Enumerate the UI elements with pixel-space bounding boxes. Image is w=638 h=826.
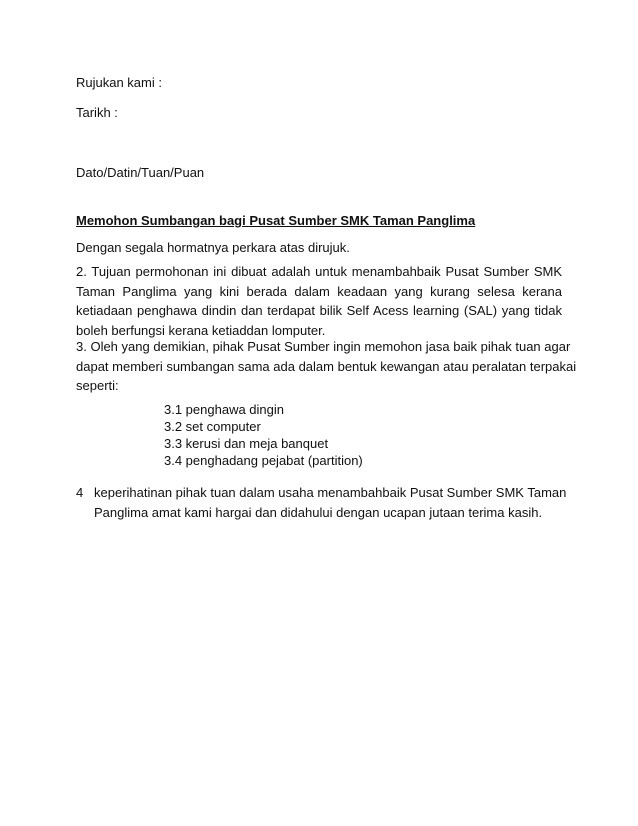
paragraph-2-line: 2. Tujuan permohonan ini dibuat adalah untuk menambahbaik Pusat Sumber SMK (76, 264, 562, 279)
list-item: 3.4 penghadang pejabat (partition) (164, 453, 363, 468)
reference-line: Rujukan kami : (76, 75, 162, 90)
paragraph-2-line: ketiadaan penghawa dindin dan terdapat bilik Self Acess learning (SAL) yang tidak (76, 303, 562, 318)
paragraph-4-number: 4 (76, 485, 84, 500)
paragraph-3-line: dapat memberi sumbangan sama ada dalam bentuk kewangan atau peralatan terpakai (76, 358, 577, 374)
list-item: 3.2 set computer (164, 419, 261, 434)
paragraph-4-line: keperihatinan pihak tuan dalam usaha menambahbaik Pusat Sumber SMK Taman (94, 485, 567, 500)
list-item: 3.3 kerusi dan meja banquet (164, 436, 329, 451)
paragraph-3 (76, 337, 577, 396)
paragraph-2-line: Taman Panglima yang kini berada dalam keadaan yang kurang selesa kerana (76, 283, 562, 299)
paragraph-2 (76, 262, 562, 340)
request-item-list (164, 401, 363, 469)
paragraph-2-line: boleh berfungsi kerana ketiaddan lomputer. (76, 322, 326, 338)
list-item: 3.1 penghawa dingin (164, 402, 284, 417)
opening-line: Dengan segala hormatnya perkara atas dirujuk. (76, 240, 350, 255)
date-line: Tarikh : (76, 105, 118, 120)
paragraph-3-line: 3. Oleh yang demikian, pihak Pusat Sumber ingin memohon jasa baik pihak tuan agar (76, 339, 571, 354)
paragraph-4-line: Panglima amat kami hargai dan didahului dengan ucapan jutaan terima kasih. (94, 505, 543, 520)
salutation: Dato/Datin/Tuan/Puan (76, 165, 205, 180)
paragraph-3-line: seperti: (76, 378, 119, 393)
subject-heading: Memohon Sumbangan bagi Pusat Sumber SMK Taman Panglima (76, 213, 476, 228)
paragraph-4-text (94, 483, 567, 523)
